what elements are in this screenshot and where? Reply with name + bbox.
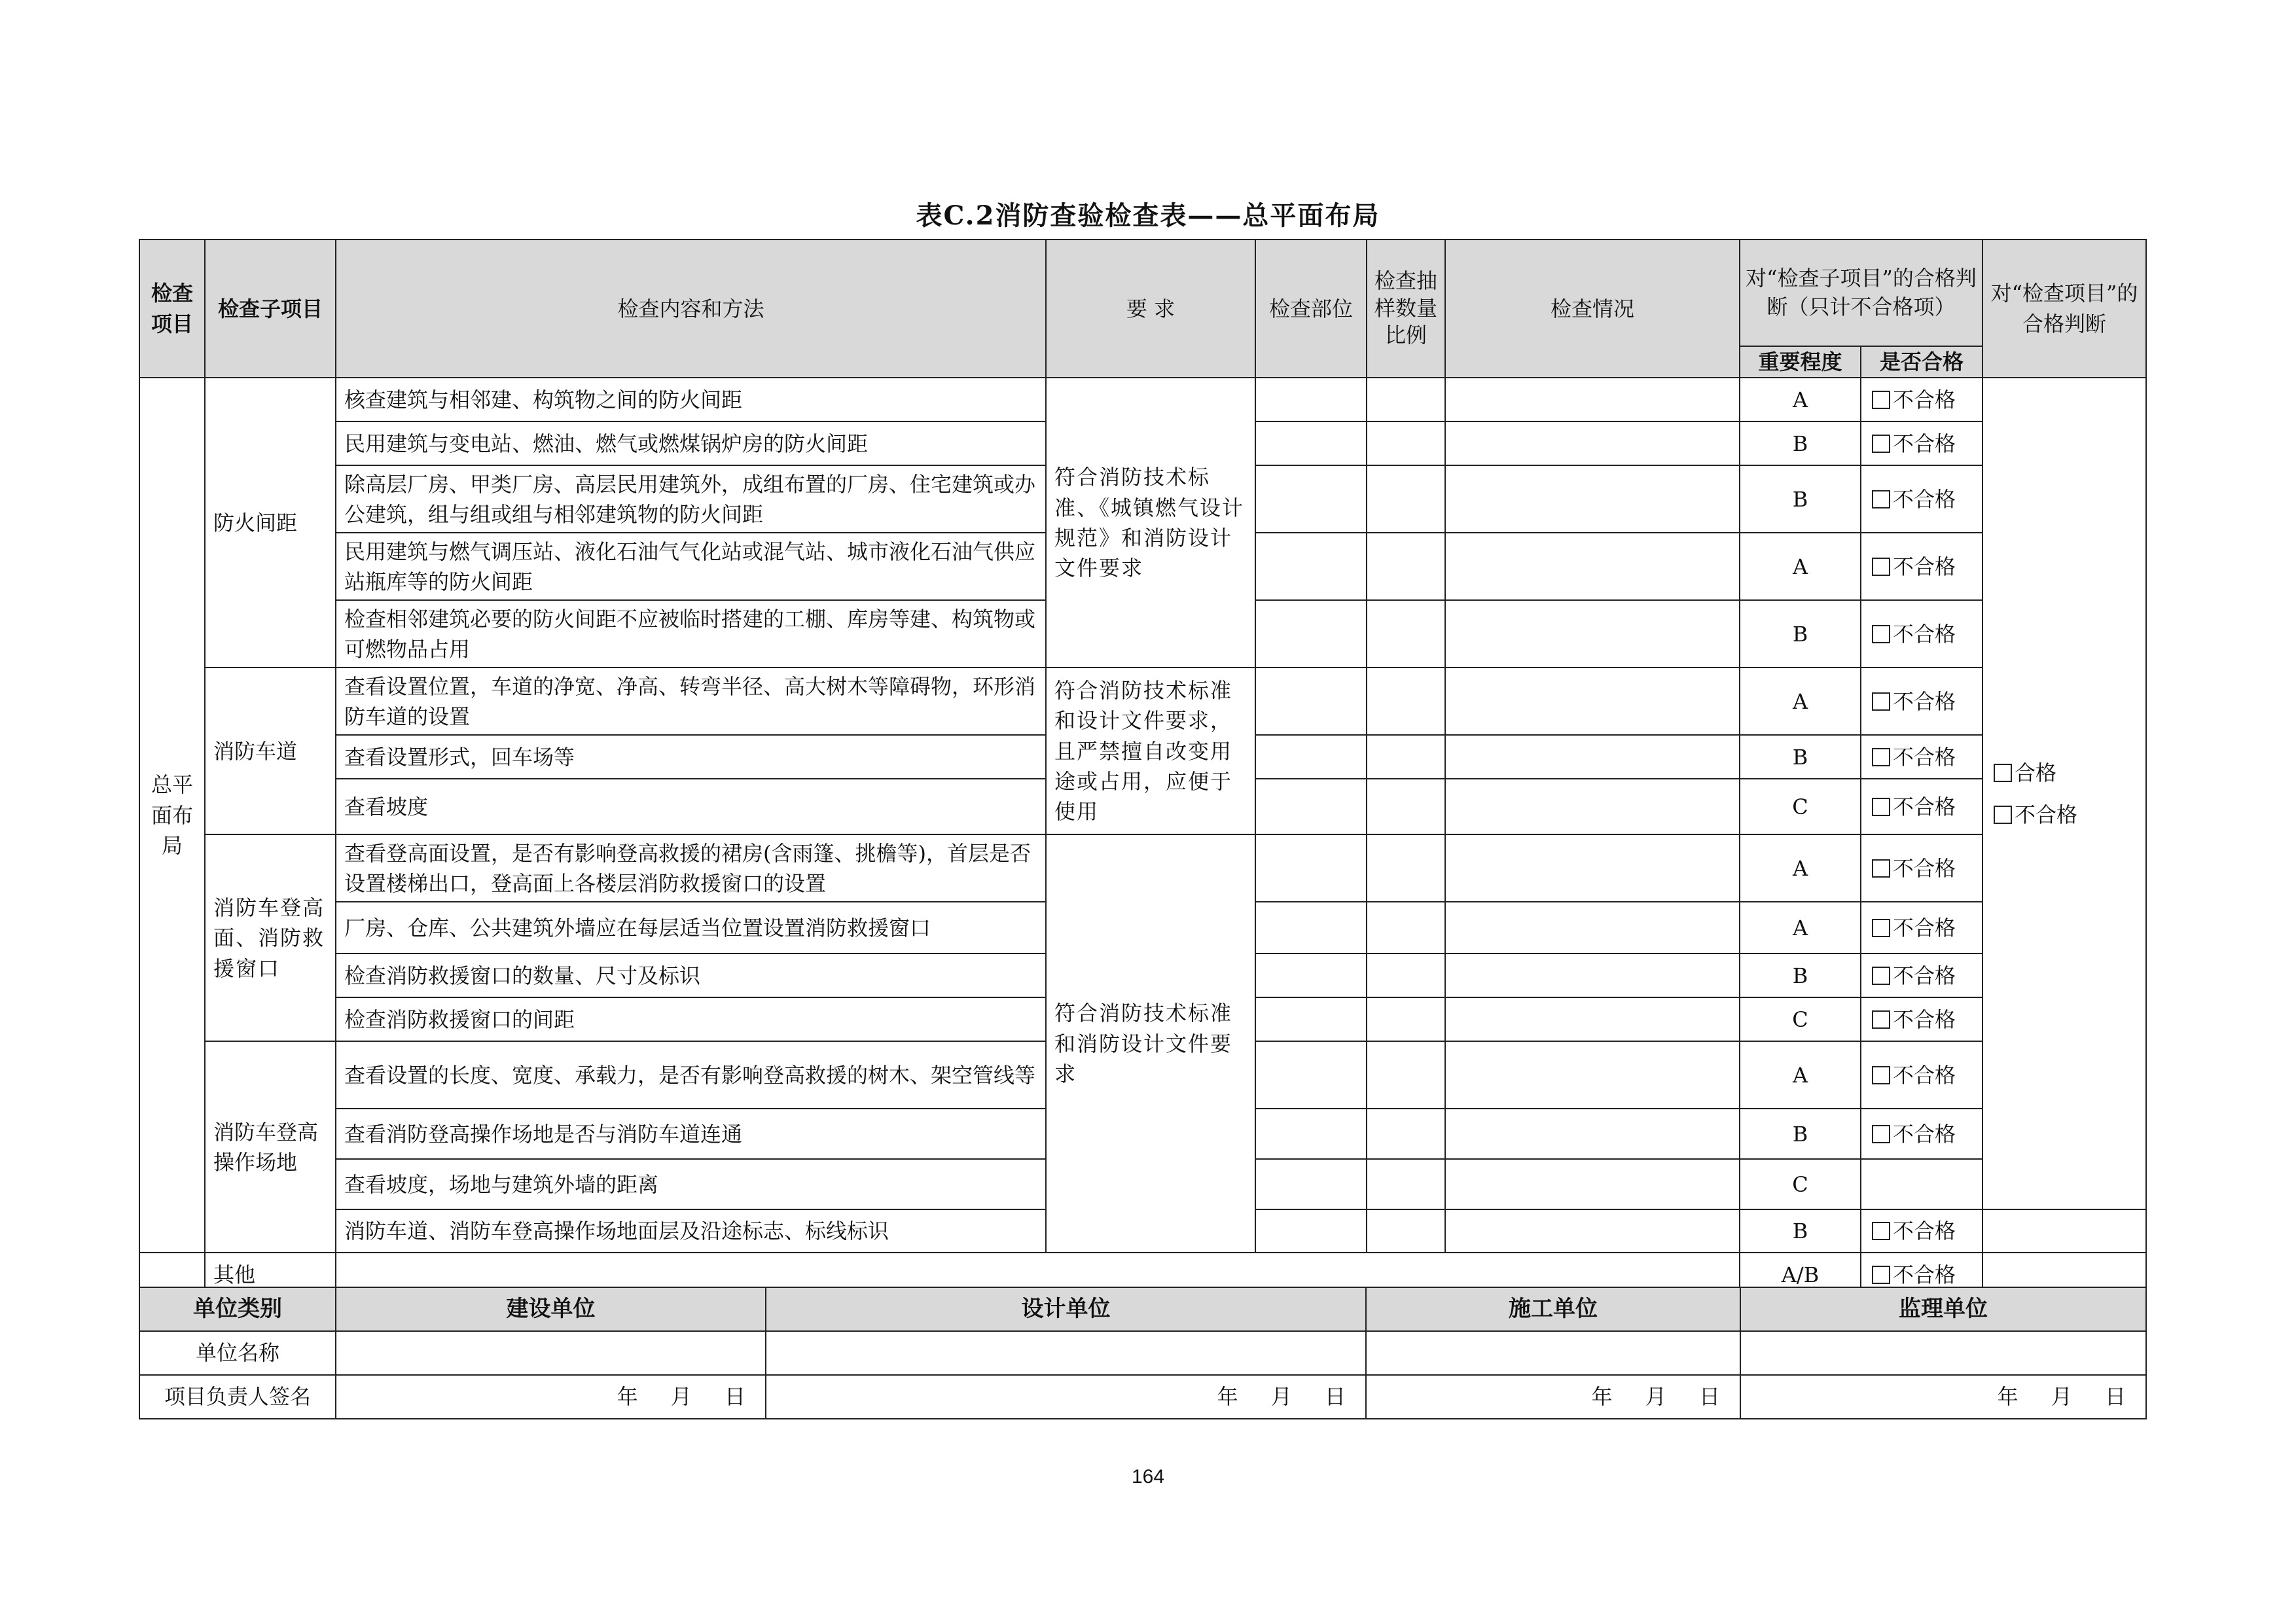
- item-judgment-cell: [1982, 378, 2146, 1209]
- situation-cell[interactable]: [1445, 779, 1740, 834]
- fail-label: 不合格: [1893, 855, 1956, 881]
- grade-cell: C: [1740, 1159, 1861, 1209]
- header-sub-judgment: 对“检查子项目”的合格判断（只计不合格项）: [1740, 240, 1982, 346]
- supervision-sign-date[interactable]: 年 月 日: [1740, 1375, 2146, 1419]
- check-item-cell: 总平面布局: [139, 378, 205, 1253]
- fail-checkbox[interactable]: [1861, 1209, 1982, 1253]
- fail-label: 不合格: [1893, 744, 1956, 770]
- item-judgment-empty: [1982, 1209, 2146, 1253]
- fail-label: 不合格: [1893, 387, 1956, 412]
- requirement-cell: 符合消防技术标准和设计文件要求，且严禁擅自改变用途或占用，应便于使用: [1046, 668, 1255, 834]
- row-content: 查看设置形式，回车场等: [336, 735, 1046, 779]
- location-cell[interactable]: [1255, 735, 1367, 779]
- situation-cell[interactable]: [1445, 533, 1740, 600]
- subitem-rescue-window: 消防车登高面、消防救援窗口: [205, 834, 336, 1041]
- sample-ratio-cell[interactable]: [1367, 600, 1445, 668]
- fail-checkbox[interactable]: [1994, 802, 2077, 827]
- checkbox-icon[interactable]: [1872, 1010, 1890, 1029]
- header-situation: 检查情况: [1445, 240, 1740, 378]
- checkbox-icon[interactable]: [1872, 1125, 1890, 1143]
- checkbox-icon[interactable]: [1872, 798, 1890, 816]
- row-content: 除高层厂房、甲类厂房、高层民用建筑外，成组布置的厂房、住宅建筑或办公建筑，组与组或组与相邻建筑物的防火间距: [336, 465, 1046, 533]
- fail-label: 不合格: [1893, 1219, 1956, 1244]
- builder-unit-name-field[interactable]: [1366, 1331, 1740, 1375]
- grade-cell: B: [1740, 465, 1861, 533]
- leader-sign-label: 项目负责人签名: [139, 1375, 336, 1419]
- location-cell[interactable]: [1255, 668, 1367, 735]
- fail-checkbox[interactable]: [1861, 668, 1982, 735]
- sig-header-supervision: 监理单位: [1740, 1287, 2146, 1331]
- header-requirement: 要 求: [1046, 240, 1255, 378]
- fail-checkbox[interactable]: [1861, 997, 1982, 1041]
- grade-cell: B: [1740, 954, 1861, 997]
- location-cell[interactable]: [1255, 1159, 1367, 1209]
- location-cell[interactable]: [1255, 779, 1367, 834]
- checkbox-icon[interactable]: [1872, 1222, 1890, 1240]
- inspection-table: [139, 239, 2147, 1297]
- row-content: 查看设置的长度、宽度、承载力，是否有影响登高救援的树木、架空管线等: [336, 1041, 1046, 1109]
- fail-label: 不合格: [1893, 915, 1956, 940]
- subitem-other: 其他: [205, 1253, 336, 1296]
- sample-ratio-cell[interactable]: [1367, 378, 1445, 421]
- grade-cell: B: [1740, 1109, 1861, 1159]
- fail-checkbox[interactable]: [1861, 954, 1982, 997]
- sample-ratio-cell[interactable]: [1367, 465, 1445, 533]
- situation-cell[interactable]: [1445, 1209, 1740, 1253]
- sig-header-design: 设计单位: [766, 1287, 1366, 1331]
- subitem-fire-spacing: 防火间距: [205, 378, 336, 668]
- row-content: 检查消防救援窗口的数量、尺寸及标识: [336, 954, 1046, 997]
- pass-checkbox[interactable]: [1994, 760, 2056, 785]
- sig-header-builder: 施工单位: [1366, 1287, 1740, 1331]
- sample-ratio-cell[interactable]: [1367, 954, 1445, 997]
- situation-cell[interactable]: [1445, 421, 1740, 465]
- fail-label: 不合格: [1893, 1007, 1956, 1032]
- location-cell[interactable]: [1255, 954, 1367, 997]
- location-cell[interactable]: [1255, 1109, 1367, 1159]
- row-content: 厂房、仓库、公共建筑外墙应在每层适当位置设置消防救援窗口: [336, 902, 1046, 954]
- row-content: 核查建筑与相邻建、构筑物之间的防火间距: [336, 378, 1046, 421]
- sig-header-construction: 建设单位: [336, 1287, 766, 1331]
- location-cell[interactable]: [1255, 997, 1367, 1041]
- fail-checkbox[interactable]: [1861, 902, 1982, 954]
- fail-checkbox-empty[interactable]: [1861, 1159, 1982, 1209]
- grade-cell: A: [1740, 834, 1861, 902]
- header-item: 检查项目: [139, 240, 205, 378]
- situation-cell[interactable]: [1445, 600, 1740, 668]
- fail-checkbox[interactable]: [1861, 533, 1982, 600]
- sample-ratio-cell[interactable]: [1367, 834, 1445, 902]
- sample-ratio-cell[interactable]: [1367, 735, 1445, 779]
- grade-cell: C: [1740, 997, 1861, 1041]
- situation-cell[interactable]: [1445, 1159, 1740, 1209]
- situation-cell[interactable]: [1445, 997, 1740, 1041]
- checkbox-icon[interactable]: [1872, 435, 1890, 453]
- signature-table: [139, 1287, 2147, 1419]
- grade-cell: A: [1740, 1041, 1861, 1109]
- grade-cell: B: [1740, 735, 1861, 779]
- grade-cell: B: [1740, 421, 1861, 465]
- fail-checkbox[interactable]: [1861, 421, 1982, 465]
- header-subitem: 检查子项目: [205, 240, 336, 378]
- table-title: 表C.2消防查验检查表——总平面布局: [916, 200, 1380, 231]
- checkbox-icon[interactable]: [1872, 490, 1890, 508]
- checkbox-icon[interactable]: [1872, 1066, 1890, 1084]
- sample-ratio-cell[interactable]: [1367, 421, 1445, 465]
- situation-cell[interactable]: [1445, 1041, 1740, 1109]
- subitem-rescue-site: 消防车登高操作场地: [205, 1041, 336, 1253]
- situation-cell[interactable]: [1445, 668, 1740, 735]
- design-sign-date[interactable]: 年 月 日: [766, 1375, 1366, 1419]
- header-item-judgment: 对“检查项目”的合格判断: [1982, 240, 2146, 378]
- checkbox-icon[interactable]: [1994, 764, 2012, 782]
- construction-unit-name-field[interactable]: [336, 1331, 766, 1375]
- grade-cell: A: [1740, 533, 1861, 600]
- location-cell[interactable]: [1255, 465, 1367, 533]
- grade-cell: C: [1740, 779, 1861, 834]
- fail-label: 不合格: [1893, 554, 1956, 579]
- grade-cell: B: [1740, 600, 1861, 668]
- checkbox-icon[interactable]: [1994, 806, 2012, 824]
- situation-cell[interactable]: [1445, 902, 1740, 954]
- fail-label: 不合格: [1893, 431, 1956, 456]
- fail-checkbox[interactable]: [1861, 378, 1982, 421]
- fail-checkbox[interactable]: [1861, 779, 1982, 834]
- situation-cell[interactable]: [1445, 1109, 1740, 1159]
- situation-cell[interactable]: [1445, 735, 1740, 779]
- header-sample-ratio: 检查抽样数量比例: [1367, 240, 1445, 378]
- sample-ratio-cell[interactable]: [1367, 1109, 1445, 1159]
- checkbox-icon[interactable]: [1872, 692, 1890, 711]
- location-cell[interactable]: [1255, 1209, 1367, 1253]
- row-content: 查看登高面设置，是否有影响登高救援的裙房(含雨篷、挑檐等)，首层是否设置楼梯出口，登高面上各楼层消防救援窗口的设置: [336, 834, 1046, 902]
- checkbox-icon[interactable]: [1872, 391, 1890, 409]
- sample-ratio-cell[interactable]: [1367, 997, 1445, 1041]
- fail-label: 不合格: [1893, 1062, 1956, 1088]
- sample-ratio-cell[interactable]: [1367, 1209, 1445, 1253]
- design-unit-name-field[interactable]: [766, 1331, 1366, 1375]
- checkbox-icon[interactable]: [1872, 859, 1890, 878]
- fail-label: 不合格: [1893, 486, 1956, 512]
- grade-cell: B: [1740, 1209, 1861, 1253]
- sample-ratio-cell[interactable]: [1367, 902, 1445, 954]
- row-content: 民用建筑与变电站、燃油、燃气或燃煤锅炉房的防火间距: [336, 421, 1046, 465]
- location-cell[interactable]: [1255, 1041, 1367, 1109]
- supervision-unit-name-field[interactable]: [1740, 1331, 2146, 1375]
- grade-cell: A: [1740, 902, 1861, 954]
- fail-checkbox[interactable]: [1861, 600, 1982, 668]
- checkbox-icon[interactable]: [1872, 558, 1890, 576]
- fail-label: 不合格: [1893, 621, 1956, 647]
- checkbox-icon[interactable]: [1872, 967, 1890, 985]
- grade-cell: A: [1740, 378, 1861, 421]
- row-content: 查看消防登高操作场地是否与消防车道连通: [336, 1109, 1046, 1159]
- grade-cell: A/B: [1740, 1253, 1861, 1296]
- situation-cell[interactable]: [1445, 954, 1740, 997]
- row-content: 民用建筑与燃气调压站、液化石油气气化站或混气站、城市液化石油气供应站瓶库等的防火间距: [336, 533, 1046, 600]
- sample-ratio-cell[interactable]: [1367, 1041, 1445, 1109]
- sample-ratio-cell[interactable]: [1367, 668, 1445, 735]
- fail-checkbox[interactable]: [1861, 465, 1982, 533]
- situation-cell[interactable]: [1445, 465, 1740, 533]
- fail-label: 不合格: [2015, 802, 2078, 827]
- header-location: 检查部位: [1255, 240, 1367, 378]
- row-content: 检查消防救援窗口的间距: [336, 997, 1046, 1041]
- row-content: 检查相邻建筑必要的防火间距不应被临时搭建的工棚、库房等建、构筑物或可燃物品占用: [336, 600, 1046, 668]
- sample-ratio-cell[interactable]: [1367, 1159, 1445, 1209]
- construction-sign-date[interactable]: 年 月 日: [336, 1375, 766, 1419]
- location-cell[interactable]: [1255, 600, 1367, 668]
- header-content: 检查内容和方法: [336, 240, 1046, 378]
- location-cell[interactable]: [1255, 533, 1367, 600]
- fail-label: 不合格: [1893, 794, 1956, 819]
- location-cell[interactable]: [1255, 378, 1367, 421]
- sample-ratio-cell[interactable]: [1367, 779, 1445, 834]
- pass-label: 合格: [2015, 760, 2057, 785]
- header-importance: 重要程度: [1740, 346, 1861, 378]
- checkbox-icon[interactable]: [1872, 625, 1890, 643]
- row-content: 消防车道、消防车登高操作场地面层及沿途标志、标线标识: [336, 1209, 1046, 1253]
- fail-label: 不合格: [1893, 1262, 1956, 1287]
- fail-checkbox[interactable]: [1861, 735, 1982, 779]
- situation-cell[interactable]: [1445, 834, 1740, 902]
- row-content: 查看坡度: [336, 779, 1046, 834]
- location-cell[interactable]: [1255, 834, 1367, 902]
- checkbox-icon[interactable]: [1872, 1266, 1890, 1284]
- fail-label: 不合格: [1893, 688, 1956, 714]
- fail-checkbox[interactable]: [1861, 1041, 1982, 1109]
- checkbox-icon[interactable]: [1872, 748, 1890, 766]
- grade-cell: A: [1740, 668, 1861, 735]
- fail-checkbox[interactable]: [1861, 834, 1982, 902]
- subitem-fire-lane: 消防车道: [205, 668, 336, 834]
- location-cell[interactable]: [1255, 421, 1367, 465]
- sig-header-unit-type: 单位类别: [139, 1287, 336, 1331]
- location-cell[interactable]: [1255, 902, 1367, 954]
- builder-sign-date[interactable]: 年 月 日: [1366, 1375, 1740, 1419]
- row-content: 查看设置位置，车道的净宽、净高、转弯半径、高大树木等障碍物，环形消防车道的设置: [336, 668, 1046, 735]
- row-content: 查看坡度，场地与建筑外墙的距离: [336, 1159, 1046, 1209]
- page-number: 164: [1131, 1466, 1165, 1488]
- fail-checkbox[interactable]: [1861, 1109, 1982, 1159]
- fail-label: 不合格: [1893, 1121, 1956, 1147]
- sample-ratio-cell[interactable]: [1367, 533, 1445, 600]
- header-is-qualified: 是否合格: [1861, 346, 1982, 378]
- fail-label: 不合格: [1893, 963, 1956, 988]
- situation-cell[interactable]: [1445, 378, 1740, 421]
- unit-name-label: 单位名称: [139, 1331, 336, 1375]
- requirement-cell: 符合消防技术标准、《城镇燃气设计规范》和消防设计文件要求: [1046, 378, 1255, 668]
- checkbox-icon[interactable]: [1872, 919, 1890, 937]
- requirement-cell: 符合消防技术标准和消防设计文件要求: [1046, 834, 1255, 1253]
